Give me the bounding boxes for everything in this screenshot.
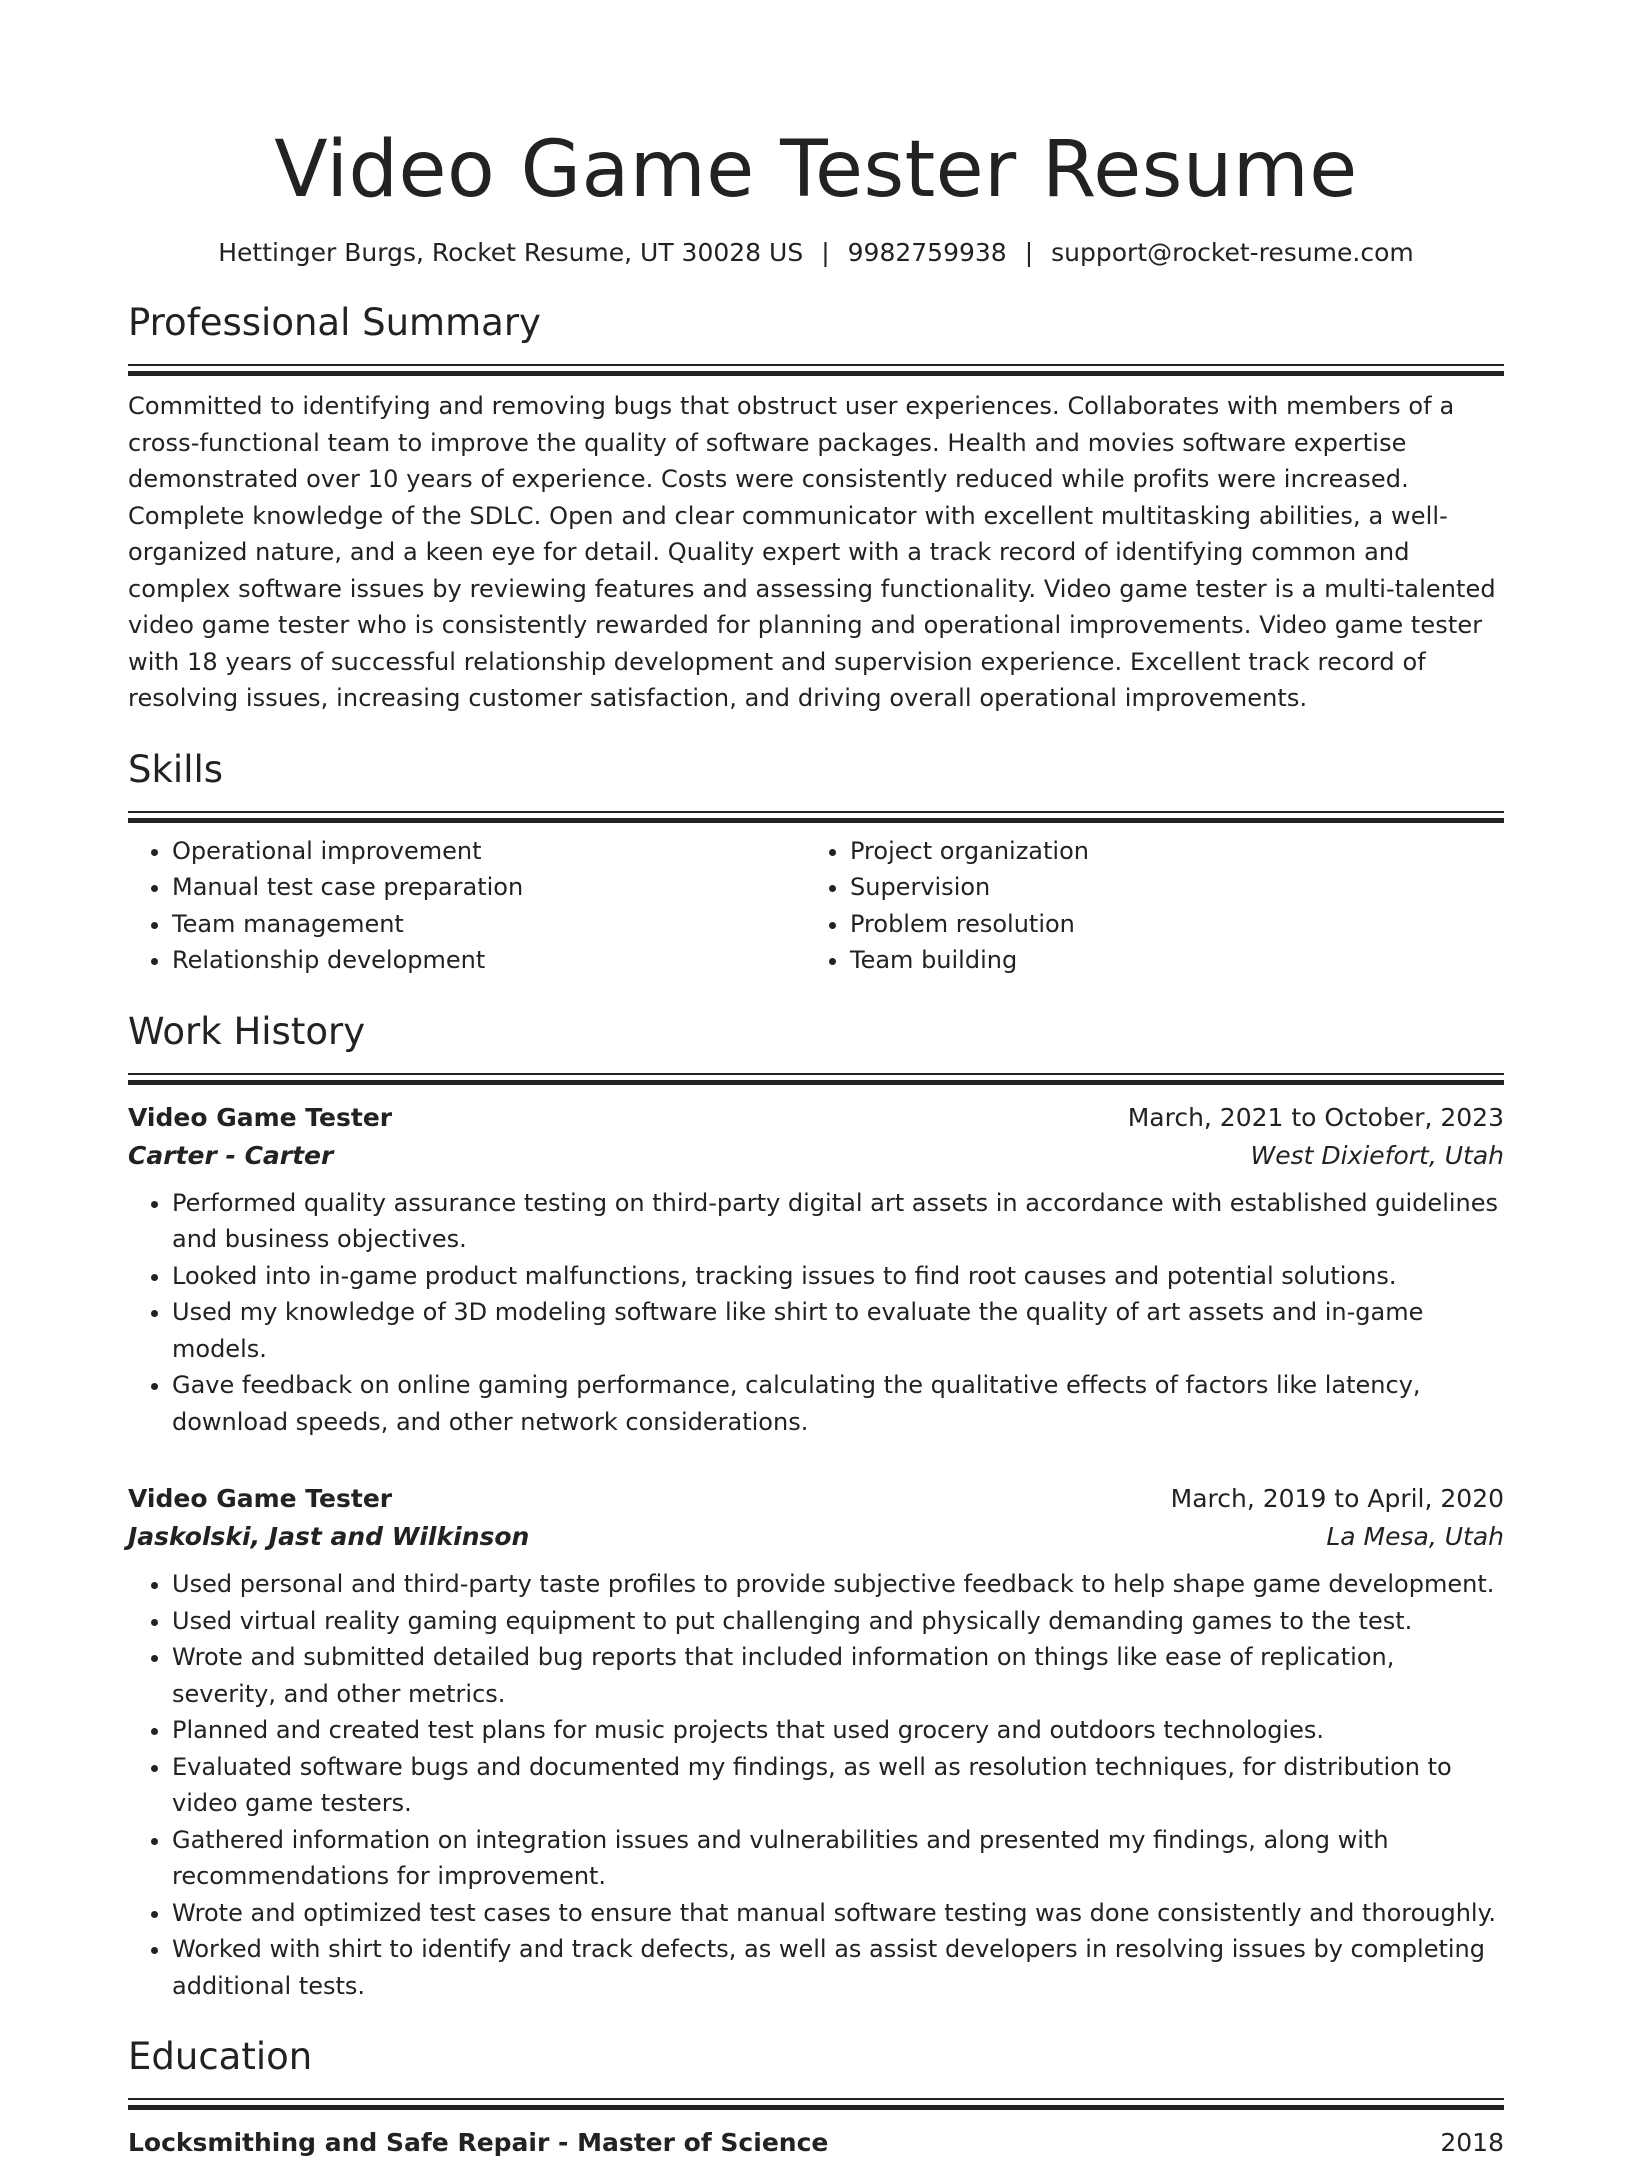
section-divider xyxy=(128,2098,1504,2110)
contact-separator: | xyxy=(821,238,830,267)
job-bullet: • Worked with shirt to identify and track defects, as well as assist developers in resolving issues by completing additional tests. xyxy=(172,1931,1504,2004)
contact-email: support@rocket-resume.com xyxy=(1051,238,1414,267)
education-degree: Locksmithing and Safe Repair - Master of Science xyxy=(128,2128,829,2157)
job-title: Video Game Tester xyxy=(128,1102,393,1132)
job-location: West Dixiefort, Utah xyxy=(1250,1140,1504,1170)
job-subheader xyxy=(128,1518,1504,1556)
skill-item: • Problem resolution xyxy=(850,906,1484,943)
job-bullet: • Evaluated software bugs and documented my findings, as well as resolution techniques, for distribution to video game testers. xyxy=(172,1749,1504,1822)
skills-column-left xyxy=(128,833,806,979)
job-bullet: • Wrote and optimized test cases to ensure that manual software testing was done consistently and thoroughly. xyxy=(172,1895,1504,1932)
job-bullet: • Used personal and third-party taste profiles to provide subjective feedback to help shape game development. xyxy=(172,1566,1504,1603)
job-entry xyxy=(128,1099,1504,1441)
job-title: Video Game Tester xyxy=(128,1484,393,1513)
job-bullet: • Used virtual reality gaming equipment to put challenging and physically demanding games to the test. xyxy=(172,1603,1504,1640)
section-divider xyxy=(128,811,1504,823)
section-heading-education: Education xyxy=(128,2035,313,2078)
skill-item: • Relationship development xyxy=(172,942,806,979)
skill-item: • Supervision xyxy=(850,869,1484,906)
job-dates: March, 2021 to October, 2023 xyxy=(1127,1102,1504,1132)
contact-line xyxy=(128,236,1504,270)
job-bullet: • Performed quality assurance testing on third-party digital art assets in accordance with established guidelines and business objectives. xyxy=(172,1185,1504,1258)
skills-list xyxy=(128,833,1504,979)
skill-item: • Team building xyxy=(850,942,1484,979)
job-bullets xyxy=(128,1566,1504,2004)
skill-item: • Project organization xyxy=(850,833,1484,870)
job-subheader xyxy=(128,1137,1504,1175)
section-divider xyxy=(128,364,1504,376)
job-entry xyxy=(128,1480,1504,2004)
skills-column-right xyxy=(806,833,1484,979)
job-header xyxy=(128,1480,1504,1518)
job-bullet: • Wrote and submitted detailed bug reports that included information on things like ease of replication, severity, and other metrics. xyxy=(172,1639,1504,1712)
resume-page xyxy=(128,0,1504,2157)
job-location: La Mesa, Utah xyxy=(1326,1522,1504,1551)
section-heading-skills: Skills xyxy=(128,747,224,791)
job-bullet: • Gathered information on integration issues and vulnerabilities and presented my findings, along with recommendations for improvement. xyxy=(172,1822,1504,1895)
contact-phone: 9982759938 xyxy=(847,238,1007,267)
education-entry xyxy=(128,2124,1504,2162)
skill-item: • Team management xyxy=(172,906,806,943)
section-divider xyxy=(128,1073,1504,1085)
job-header xyxy=(128,1099,1504,1137)
job-bullet: • Used my knowledge of 3D modeling software like shirt to evaluate the quality of art assets and in-game models. xyxy=(172,1294,1504,1367)
skill-item: • Operational improvement xyxy=(172,833,806,870)
job-bullet: • Looked into in-game product malfunctions, tracking issues to find root causes and potential solutions. xyxy=(172,1258,1504,1295)
section-heading-summary: Professional Summary xyxy=(128,301,541,344)
contact-address: Hettinger Burgs, Rocket Resume, UT 30028 US xyxy=(218,238,804,267)
job-bullet: • Gave feedback on online gaming performance, calculating the qualitative effects of factors like latency, download speeds, and other network considerations. xyxy=(172,1367,1504,1440)
education-year: 2018 xyxy=(1440,2128,1504,2157)
job-bullet: • Planned and created test plans for music projects that used grocery and outdoors technologies. xyxy=(172,1712,1504,1749)
summary-text: Committed to identifying and removing bugs that obstruct user experiences. Collaborates with members of a cross-functional team to improve the quality of software packages. Health and movies software expertise demonstrated over 10 years of experience. Costs were consistently reduced while profits were increased. Complete knowledge of the SDLC. Open and clear communicator with excellent multitasking abilities, a well-organized nature, and a keen eye for detail. Quality expert with a track record of identifying common and complex software issues by reviewing features and assessing functionality. Video game tester is a multi-talented video game tester who is consistently rewarded for planning and operational improvements. Video game tester with 18 years of successful relationship development and supervision experience. Excellent track record of resolving issues, increasing customer satisfaction, and driving overall operational improvements. xyxy=(128,392,1496,712)
job-dates: March, 2019 to April, 2020 xyxy=(1170,1484,1504,1513)
section-heading-work-history: Work History xyxy=(128,1009,366,1053)
contact-separator: | xyxy=(1024,238,1034,267)
job-company: Jaskolski, Jast and Wilkinson xyxy=(128,1522,530,1551)
job-bullets xyxy=(128,1185,1504,1441)
resume-title: Video Game Tester Resume xyxy=(274,125,1358,215)
skill-item: • Manual test case preparation xyxy=(172,869,806,906)
job-company: Carter - Carter xyxy=(128,1140,334,1170)
